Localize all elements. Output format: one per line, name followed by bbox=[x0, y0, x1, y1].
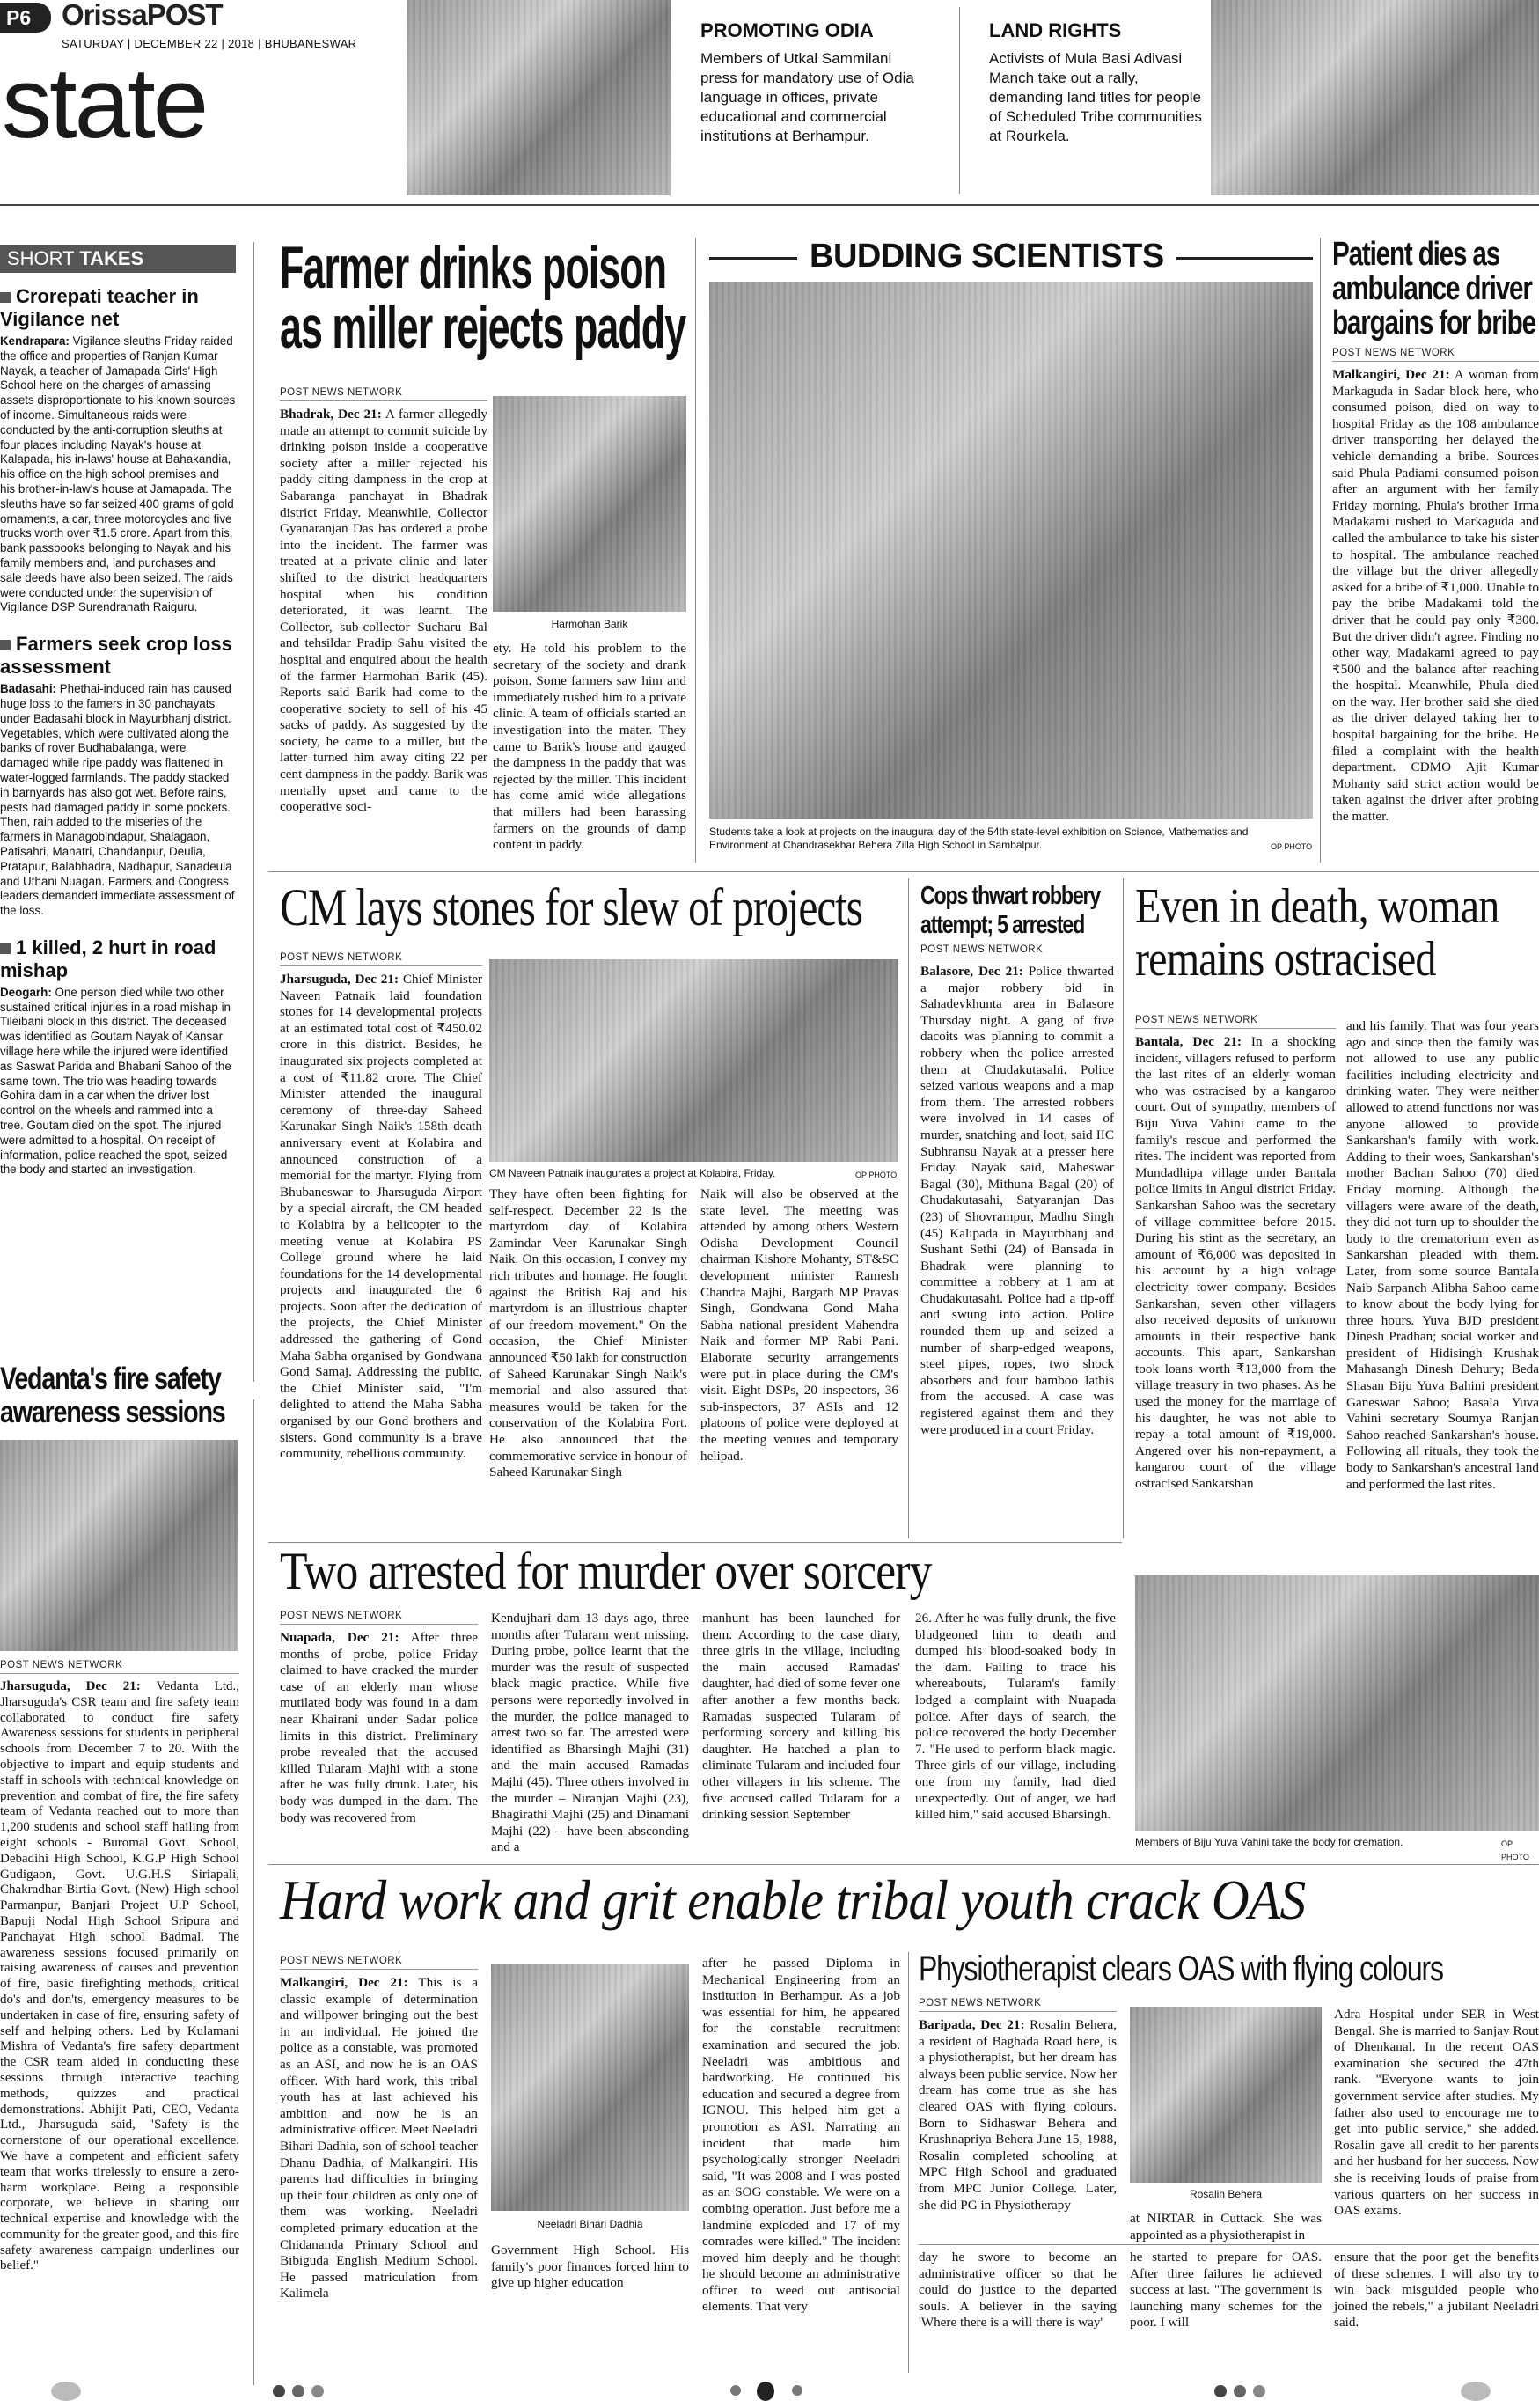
oas-body-col4: day he swore to become an administrative officer so that he could do justice to the departed souls. A believer in the saying 'Where there is a will there is way' bbox=[919, 2250, 1117, 2331]
physio-head: Physiotherapist clears OAS with flying colours bbox=[919, 1949, 1443, 1988]
promo-odia-text: Members of Utkal Sammilani press for mandatory use of Odia language in offices, private educational and commercial institutions at Berhampur. bbox=[700, 50, 914, 144]
ostracised-credit: OP PHOTO bbox=[1501, 1839, 1529, 1861]
ostracised-body-col2: and his family. That was four years ago and since then the family was not allowed to use any public facilities including electricity and drinking water. They were neither allowed to attend functions nor was anyone allowed to provide Sankarshan's family with work. Adding to their woes, Sankarshan's mother Bachan Sahoo (70) died Friday morning. Although the villagers were aware of the death, they did not turn up to shoulder the body to the crematorium even as Sankarshan pleaded with them. Later, from some source Bantala Naib Sarpanch Alibha Sahoo came to know about the body lying for three hours. Yuva BJD president Dinesh Pradhan; social worker and president of Hidisingh Krushak Mahasangh Dinesh Dehury; Beda Shasan Biju Yuva Bahini president Ganeswar Sahoo; Basala Yuva Vahini secretary Soumya Ranjan Sahoo reached Sankarshan's house. Following all rituals, they took the body to Sankarshan's ancestral land and performed the last rites. bbox=[1346, 1018, 1539, 1492]
physio-photo bbox=[1130, 2007, 1322, 2183]
sorcery-head: Two arrested for murder over sorcery bbox=[280, 1542, 932, 1600]
sorcery-body-col1: Nuapada, Dec 21: After three months of probe, police Friday claimed to have cracked the murder case of an elderly man whose mutilated body was found in a dam near Khairani under Sadar police limits in this district. Preliminary probe revealed that the accused killed Tularam Majhi with a stone after he was fully drunk. Later, his body was dumped in the dam. The body was recovered from bbox=[280, 1630, 478, 1825]
oas-body-col2: Government High School. His family's poor finances forced him to give up higher education bbox=[491, 2243, 689, 2291]
budding-credit: OP PHOTO bbox=[1271, 842, 1313, 851]
vedanta-article bbox=[0, 1362, 239, 1429]
farmer-body-col2: ety. He told his problem to the secretary of the society and drank poison. Some farmers saw him and immediately rushed him to a private clinic. A team of officials started an investigation into the mater. They came to Barik's house and gauged the dampness in the paddy that was rejected by the miller. This incident has come amid wide allegations that millers had been harassing farmers on the grounds of damp content in paddy. bbox=[493, 641, 686, 853]
oas-body-col6: ensure that the poor get the benefits of these schemes. I will also try to win back misguided people who joined the rebels," a jubilant Neeladri said. bbox=[1334, 2250, 1539, 2331]
ostracised-body-col1: Bantala, Dec 21: In a shocking incident, villagers refused to perform the last rites of an elderly woman who was ostracised by a kangaroo court. Out of sympathy, members of Biju Yuva Vahini came to the family's rescue and performed the rites. The incident was reported from Mundadhipa village under Bantala police limits in Angul district Friday. Sankarshan Sahoo was the secretary of village committee before 2015. During his stint as the secretary, an amount of ₹6,000 was deposited in his account by a high voltage electricity tower company. Besides Sankarshan, seven other villagers also received deposits of unknown amounts in their respective bank accounts. This apart, Sankarshan took loans worth ₹13,000 from the village treasury in two phases. As he used the money for the marriage of his daughter, he was not able to repay a total amount of ₹19,000. Angered over his non-repayment, a kangaroo court of the village ostracised Sankarshan bbox=[1135, 1034, 1336, 1492]
oas-photo-caption: Neeladri Bihari Dadhia bbox=[537, 2218, 643, 2230]
short-take-item: 1 killed, 2 hurt in road mishap Deogarh: One person died while two other sustained critical injuries in a road mishap in Tileibani block in this district. The deceased was identified as Goutam Nayak of Kansar village here while the injured were identified as Saswat Parida and Bhabani Sahoo of the same town. The trio was heading towards Gohira dam in a car when the driver lost control on the wheels and rammed into a tree. Goutam died on the spot. The injured were admitted to a hospital. On receipt of information, police reached the spot, seized the body and started an investigation. bbox=[0, 936, 231, 1177]
budding-head: BUDDING SCIENTISTS bbox=[797, 238, 1176, 275]
short-take-head: Farmers seek crop loss assessment bbox=[0, 633, 232, 679]
promo-land bbox=[989, 19, 1205, 146]
cops-article bbox=[920, 882, 1114, 1438]
vedanta-body: Jharsuguda, Dec 21: Vedanta Ltd., Jharsuguda's CSR team and fire safety team collaborated to conduct fire safety Awareness sessions for students in peripheral schools from December 7 to 20. With the objective to impart and equip students and staff in schools with technical knowledge on prevention and combat of fire, the fire safety team of Vedanta reached out to more than 1,200 students and school staff hailing from eight schools - Buromal Govt. School, Debadihi High School, K.G.P High School Gudigaon, Govt. U.G.H.S Siriapali, Chakradhar Birtia Govt. (New) High school Parmanpur, Banjari Project U.P School, Bapuji Nodal High School Sripura and Panchayat High school Badmal. The awareness sessions focused primarily on raising awareness of causes and prevention of fire, basic firefighting methods, critical do's and don'ts, emergency measures to be undertaken in case of fire, ensuring safety of self and helping others. Led by Kulamani Mishra of Vedanta's fire safety department the CSR team aided in conducting these sessions through interactive teaching methods, quizzes and practical demonstrations. Abhijit Pati, CEO, Vedanta Ltd., Jharsuguda said, "Safety is the cornerstone of our operational excellence. We have a competent and efficient safety team that works tirelessly to ensure a zero-harm workplace. Being a responsible corporate, we believe in sharing our technical expertise and knowledge with the community for the greater good, and this fire safety awareness campaign underlines our belief." bbox=[0, 1679, 239, 2273]
short-take-item: Farmers seek crop loss assessment Badasahi: Phethai-induced rain has caused huge loss to the famers in 30 panchayats under Badasahi block in Mayurbhanj district. Vegetables, which were cultivated along the banks of rover Budhabalanga, were damaged while ripe paddy was flattened in water-logged farmlands. The paddy stacked in barnyards has also got wet. Before rains, pests had damaged paddy in some pockets. Then, rain added to the miseries of the farmers in Managobindapur, Shalagaon, Patisahri, Manatri, Chandanpur, Deulia, Pratapur, Balabhadra, Nadhapur, Sanadeula and Uthani Nuagan. Farmers and Congress leaders demanded immediate assessment of the loss. bbox=[0, 633, 235, 918]
farmer-head: Farmer drinks poison as miller rejects paddy bbox=[280, 234, 686, 361]
ostracised-caption: Members of Biju Yuva Vahini take the body for cremation. bbox=[1135, 1836, 1403, 1848]
ostracised-byline: POST NEWS NETWORK bbox=[1135, 1015, 1336, 1029]
farmer-article bbox=[280, 234, 693, 361]
sorcery-body-col4: 26. After he was fully drunk, the five bludgeoned him to death and dumped his blood-soaked body in the dam. Failing to trace his whereabouts, Tularam's family lodged a complaint with Nuapada police. After days of search, the police recovered the body December 7. "He used to perform black magic. Three girls of our village, including one from my family, had died unexpectedly. Out of anger, we had killed him," said accused Bharsingh. bbox=[915, 1611, 1116, 1823]
ostracised-article bbox=[1135, 880, 1539, 986]
ostracised-head: Even in death, woman remains ostracised bbox=[1135, 879, 1499, 987]
budding-caption: Students take a look at projects on the inaugural day of the 54th state-level exhibition on Science, Mathematics and Environment at Chandrasekhar Behera Zilla High School in Sambalpur. bbox=[709, 826, 1249, 851]
physio-article bbox=[919, 1949, 1539, 1989]
vedanta-byline: POST NEWS NETWORK bbox=[0, 1660, 239, 1674]
patient-byline: POST NEWS NETWORK bbox=[1332, 348, 1539, 362]
cm-body-col3: Naik will also be observed at the state level. The meeting was attended by among others Western Odisha Development Council chairman Kishore Mohanty, ST&SC development minister Ramesh Chandra Majhi, Bargarh MP Pravas Singh, Gondwana Gond Maha Sabha national president Mahendra Naik and former MP Rabi Pani. Elaborate security arrangements were put in place during the CM's visit. Eight DSPs, 20 inspectors, 36 sub-inspectors, 37 ASIs and 12 platoons of police were deployed at the meeting venues and temporary helipad. bbox=[700, 1186, 898, 1464]
patient-article bbox=[1332, 238, 1539, 826]
paper-logo: OrissaPOST bbox=[62, 0, 223, 31]
physio-body-col1: Baripada, Dec 21: Rosalin Behera, a resident of Baghada Road here, is a physiotherapist, but her dream has always been public service. Now her dream has come true as she has cleared OAS with flying colours. Born to Sidhaswar Behera and Krushnapriya Behera June 15, 1988, Rosalin completed schooling at MPC High School and graduated from MPC Junior College. Later, she did PG in Physiotherapy bbox=[919, 2017, 1117, 2213]
cm-credit: OP PHOTO bbox=[855, 1171, 898, 1179]
short-take-head: Crorepati teacher in Vigilance net bbox=[0, 285, 199, 330]
sorcery-byline: POST NEWS NETWORK bbox=[280, 1611, 478, 1625]
cm-byline: POST NEWS NETWORK bbox=[280, 952, 482, 966]
sorcery-article bbox=[280, 1542, 1125, 1600]
oas-photo bbox=[491, 1964, 689, 2211]
promo-photo-odia bbox=[407, 0, 671, 195]
footer-registration-marks bbox=[0, 2376, 1539, 2408]
sorcery-body-col2: Kendujhari dam 13 days ago, three months after Tularam went missing. During probe, police learnt that the murder was the result of suspected black magic practice. While five persons were reportedly involved in the murder, the police managed to arrest two so far. The arrested were identified as Bharsingh Majhi (31) and the main accused Ramadas Majhi (45). Three others involved in the murder – Niranjan Majhi (23), Bhagirathi Majhi (25) and Dinamani Majhi (22) – have been absconding and a bbox=[491, 1611, 689, 1855]
cm-head: CM lays stones for slew of projects bbox=[280, 878, 862, 936]
short-take-head: 1 killed, 2 hurt in road mishap bbox=[0, 936, 216, 981]
budding-photo bbox=[709, 282, 1313, 819]
promo-odia bbox=[700, 19, 920, 146]
cops-body: Balasore, Dec 21: Police thwarted a major robbery bid in Sahadevkhunta area in Balasore Thursday night. A gang of five dacoits was planning to commit a robbery when the police arrested them at Chudakutasahi. Police seized various weapons and a map from them. The arrested robbers were involved in 14 cases of murder, snatching and loot, said IIC Subhransu Nayak at a presser here Friday. Nayak said, Maheswar Bagal (30), Mithuna Bagal (20) of Chudakutasahi, Satyaranjan Das (23) of Shovrampur, Madhu Singh (45) Kalipada in Mayurbhanj and Sushant Sethi (24) of Bansada in Bhadrak were planning to committee a robbery at 1 am at Chudakutasahi. Police had a tip-off and swung into action. Police rounded them up and seized a number of sharp-edged weapons, steel pipes, ropes, two shock absorbers and four bamboo lathis from the accused. A case was registered against them and they were produced in a court Friday. bbox=[920, 964, 1114, 1437]
page-number-badge: P6 bbox=[0, 3, 51, 33]
patient-body: Malkangiri, Dec 21: A woman from Markaguda in Sadar block here, who consumed poison, died on way to hospital Friday as the 108 ambulance driver transporting her delayed the vehicle demanding a bribe. Sources said Phula Padiami consumed poison after an argument with her family Friday morning. Phula's brother Irma Madakami rushed to Markaguda and called the ambulance to take his sister to hospital. The ambulance reached the village but the driver allegedly asked for a bribe of ₹1,000. Unable to pay the bribe Madakami told the driver that he could pay only ₹300. But the driver didn't agree. Finding no other way, Madakami agreed to pay ₹500 and the balance after reaching the hospital. Meanwhile, Phula died on the way. Her brother said she died as the driver delayed taking her to hospital bargaining for the bribe. He filed a complaint with the health department. CDMO Ajit Kumar Mohanty said strict action would be taken against the driver after probing the matter. bbox=[1332, 367, 1539, 825]
oas-body-col1: Malkangiri, Dec 21: This is a classic example of determination and willpower bringing out the best in an individual. He joined the police as a constable, was promoted as an ASI, and now he is an OAS officer. With hard work, this tribal youth has at last achieved his ambition and now he is an administrative officer. Meet Neeladri Bihari Dadhia, son of school teacher Dhanu Dadhia, of Malkangiri. His parents had difficulties in bringing up their four children as only one of them was working. Neeladri completed primary education at the Chidananda Primary School and Bibiguda English Medium School. He passed matriculation from Kalimela bbox=[280, 1975, 478, 2302]
ostracised-photo bbox=[1135, 1575, 1539, 1831]
oas-body-col5: he started to prepare for OAS. After three failures he achieved success at last. "The government is launching many schemes for the poor. I will bbox=[1130, 2250, 1322, 2331]
cm-article bbox=[280, 878, 913, 936]
cops-byline: POST NEWS NETWORK bbox=[920, 944, 1114, 958]
promo-land-title: LAND RIGHTS bbox=[989, 19, 1122, 41]
physio-body-col2: at NIRTAR in Cuttack. She was appointed as a physiotherapist in bbox=[1130, 2211, 1322, 2243]
cm-photo bbox=[489, 959, 898, 1162]
promo-land-text: Activists of Mula Basi Adivasi Manch take out a rally, demanding land titles for people of Scheduled Tribe communities at Rourkela. bbox=[989, 50, 1202, 144]
physio-body-col3: Adra Hospital under SER in West Bengal. She is married to Sanjay Rout of Dhenkanal. In the recent OAS examination she secured the 47th rank. "Everyone wants to join government service after studies. My father also used to encourage me to get into public service," she added. Rosalin gave all credit to her parents and her husband for her success. Now she is receiving louds of praise from various quarters on her success in OAS exams. bbox=[1334, 2007, 1539, 2219]
vedanta-photo bbox=[0, 1440, 238, 1651]
cops-head: Cops thwart robbery attempt; 5 arrested bbox=[920, 882, 1101, 939]
farmer-photo-caption: Harmohan Barik bbox=[551, 618, 628, 630]
cm-caption: CM Naveen Patnaik inaugurates a project at Kolabira, Friday. bbox=[489, 1167, 776, 1179]
promo-odia-title: PROMOTING ODIA bbox=[700, 19, 874, 41]
cm-body-col1: Jharsuguda, Dec 21: Chief Minister Naveen Patnaik laid foundation stones for 14 developmental projects at an estimated total cost of ₹450.02 crore in this district. Besides, he inaugurated six projects completed at a cost of ₹11.82 crore. The Chief Minister attended the inaugural ceremony of three-day Saheed Karunakar Singh Naik's 158th death anniversary event at Kolabira and announced construction of a memorial for the martyr. Flying from Bhubaneswar to Jharsuguda Airport by a special aircraft, the CM headed to Kolabira by a helicopter to the meeting venue at Kolabira PS College ground where he laid foundations for the 14 developmental projects and inaugurated the 6 projects. Soon after the dedication of the projects, the Chief Minister addressed the gathering of Gond Maha Sabha organised by Gondwana Gond Samaj. Addressing the public, the Chief Minister said, "I'm delighted to attend the Maha Sabha organised by our Gond brothers and sisters. Gond community is a brave community, rebellious community. bbox=[280, 972, 482, 1462]
physio-photo-caption: Rosalin Behera bbox=[1189, 2188, 1263, 2200]
sorcery-body-col3: manhunt has been launched for them. According to the case diary, three girls in the village, including the main accused Ramadas' daughter, had died of some fever one after another a few months back. Ramadas suspected Tularam of performing sorcery and killing his daughter. He hatched a plan to eliminate Tularam and included four other villagers in his scheme. The five accused called Tularam for a drinking session September bbox=[702, 1611, 901, 1823]
patient-head: Patient dies as ambulance driver bargains for bribe bbox=[1332, 236, 1535, 341]
cm-body-col2: They have often been fighting for self-respect. December 22 is the martyrdom day of Kolabira Zamindar Veer Karunakar Singh Naik. On this occasion, I convey my rich tributes and homage. He fought against the British Raj and his martyrdom is an illustrious chapter of our freedom movement." On the occasion, the Chief Minister announced ₹50 lakh for construction of Saheed Karunakar Singh Naik's memorial and also assured that measures would be taken for the conservation of the Kolabira Fort. He also announced that the commemorative service in honour of Saheed Karunakar Singh bbox=[489, 1186, 687, 1480]
physio-byline: POST NEWS NETWORK bbox=[919, 1998, 1117, 2012]
promo-photo-land bbox=[1211, 0, 1539, 195]
short-take-item: Crorepati teacher in Vigilance net Kendrapara: Vigilance sleuths Friday raided the office and properties of Ranjan Kumar Nayak, a teacher of Jamapada Girls' High School here on the charges of amassing assets disproportionate to his known sources of income. Simultaneous raids were conducted by the anti-corruption sleuths at four places including Nayak's house at Kalapada, his in-laws' house at Bahakandia, his office on the high school premises and his brother-in-law's house at Jamapada. The sleuths have so far seized 400 grams of gold ornaments, a car, three motorcycles and five trucks worth over ₹1.5 crore. Apart from this, bank passbooks belonging to Nayak and his family members and, land purchases and sale deeds have also been seized. The raids were conducted under the supervision of Vigilance DSP Surendranath Raiguru. bbox=[0, 285, 236, 614]
vedanta-head: Vedanta's fire safety awareness sessions bbox=[0, 1362, 225, 1429]
short-takes bbox=[0, 245, 236, 1178]
oas-head: Hard work and grit enable tribal youth crack OAS bbox=[280, 1868, 1306, 1931]
budding-banner bbox=[709, 238, 1313, 278]
farmer-body-col1: Bhadrak, Dec 21: A farmer allegedly made an attempt to commit suicide by drinking poison inside a cooperative society after a miller rejected his paddy citing dampness in the crop at Sabaranga panchayat in Bhadrak district Friday. Meanwhile, Collector Gyanaranjan Das has ordered a probe into the incident. The farmer was treated at a private clinic and later shifted to the district headquarters hospital when his condition deteriorated, it was learnt. The Collector, sub-collector Sucharu Bal and tehsildar Pradip Sahu visited the hospital and enquired about the health of the farmer Harmohan Barik (45). Reports said Barik had come to the cooperative society to sell of his 45 sacks of paddy. As suggested by the society, he came to a miller, but the latter turned him away citing 22 per cent dampness in the paddy. Barik was mentally upset and came to the cooperative soci- bbox=[280, 407, 487, 815]
section-title: state bbox=[2, 48, 207, 159]
oas-byline: POST NEWS NETWORK bbox=[280, 1956, 478, 1970]
short-takes-banner: SHORT TAKES bbox=[0, 245, 236, 273]
farmer-photo bbox=[493, 396, 686, 612]
farmer-byline: POST NEWS NETWORK bbox=[280, 387, 487, 401]
oas-body-col3: after he passed Diploma in Mechanical Engineering from an institution in Berhampur. As a job was essential for him, he appeared for the constable recruitment examination and secured the job. Neeladri was ambitious and hardworking. He continued his education and secured a degree from IGNOU. This helped him get a promotion as ASI. Narrating an incident that made him psychologically stronger Neeladri said, "It was 2008 and I was posted as an SOG constable. We were on a combing operation. Just before me a landmine exploded and 17 of my comrades were killed." The incident moved him deeply and he thought he should become an administrative officer to weed out antisocial elements. That very bbox=[702, 1956, 900, 2315]
date-line: SATURDAY | DECEMBER 22 | 2018 | BHUBANESWAR bbox=[62, 37, 357, 50]
